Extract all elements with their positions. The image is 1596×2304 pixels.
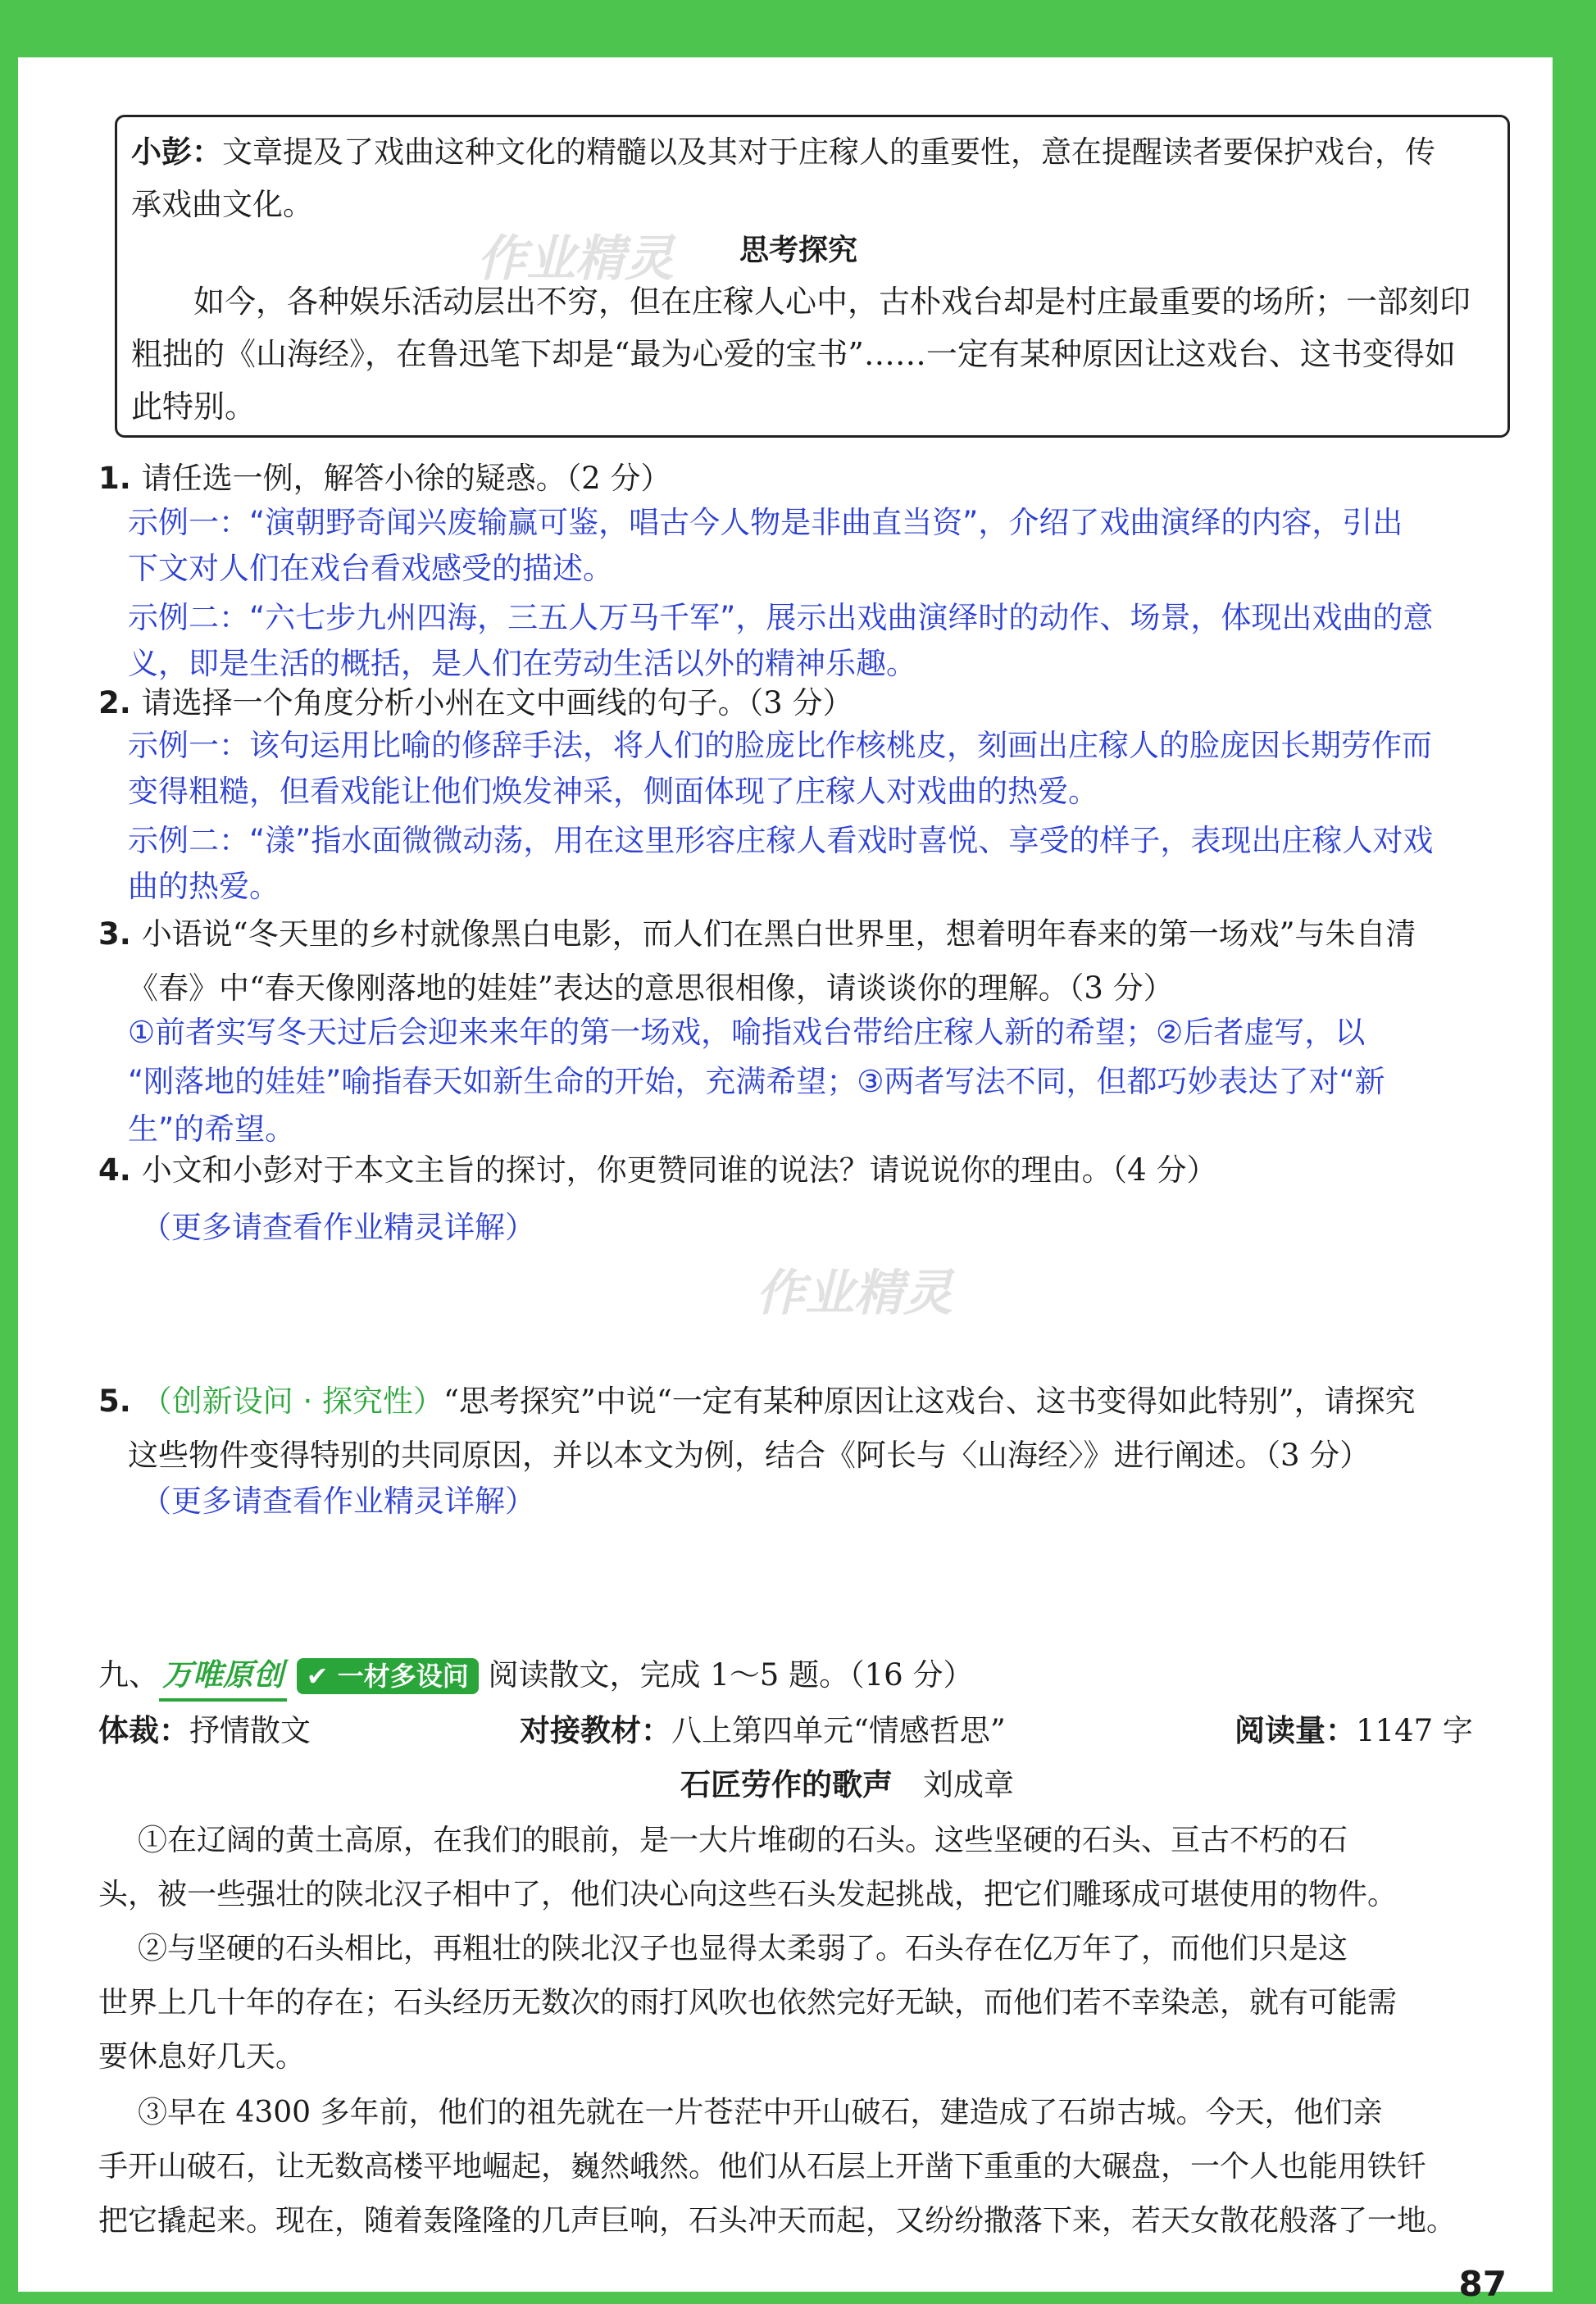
page-number: 87 <box>1458 2264 1507 2304</box>
answer-1-line-1: 示例一：“演朝野奇闻兴废输赢可鉴，唱古今人物是非曲直当资”，介绍了戏曲演绎的内容，引出 <box>128 505 1403 540</box>
box-heading: 思考探究 <box>739 234 858 267</box>
answer-2-line-2: 变得粗糙，但看戏能让他们焕发神采，侧面体现了庄稼人对戏曲的热爱。 <box>128 774 1098 809</box>
question-1: 1. 请任选一例，解答小徐的疑惑。（2 分） <box>98 461 671 496</box>
genre-info: 体裁：抒情散文 <box>98 1713 311 1748</box>
answer-3-line-2: “刚落地的娃娃”喻指春天如新生命的开始，充满希望；③两者写法不同，但都巧妙表达了对“新 <box>128 1064 1385 1099</box>
box-line-3: 如今，各种娱乐活动层出不穷，但在庄稼人心中，古朴戏台却是村庄最重要的场所；一部刻印 <box>131 284 1471 320</box>
article-title: 石匠劳作的歌声 刘成章 <box>680 1767 1014 1802</box>
para1-line2: 头，被一些强壮的陕北汉子相中了，他们决心向这些石头发起挑战，把它们雕琢成可堪使用的物件。 <box>98 1878 1398 1911</box>
para1-line1: ①在辽阔的黄土高原，在我们的眼前，是一大片堆砌的石头。这些坚硬的石头、亘古不朽的石 <box>138 1824 1348 1857</box>
box-line-5: 此特别。 <box>131 389 257 425</box>
wanwei-original-tag: 万唯原创 <box>159 1652 287 1702</box>
answer-3-line-1: ①前者实写冬天过后会迎来来年的第一场戏，喻指戏台带给庄稼人新的希望；②后者虚写，以 <box>128 1015 1366 1050</box>
word-count: 阅读量：1147 字 <box>1235 1713 1473 1748</box>
watermark: 作业精灵 <box>477 230 674 288</box>
watermark-2: 作业精灵 <box>756 1265 953 1322</box>
para2-line1: ②与坚硬的石头相比，再粗壮的陕北汉子也显得太柔弱了。石头存在亿万年了，而他们只是这 <box>138 1932 1348 1965</box>
para3-line3: 把它撬起来。现在，随着轰隆隆的几声巨响，石头冲天而起，又纷纷撒落下来，若天女散花般落了一地。 <box>98 2204 1457 2238</box>
answer-2-line-3: 示例二：“漾”指水面微微动荡，用在这里形容庄稼人看戏时喜悦、享受的样子，表现出庄稼人对戏 <box>128 823 1434 858</box>
answer-5-more[interactable]: （更多请查看作业精灵详解） <box>141 1484 535 1519</box>
question-5-line-2: 这些物件变得特别的共同原因，并以本文为例，结合《阿长与〈山海经〉》进行阐述。（3 分） <box>128 1438 1371 1473</box>
para2-line2: 世界上几十年的存在；石头经历无数次的雨打风吹也依然完好无缺，而他们若不幸染恙，就有可能需 <box>98 1986 1398 2020</box>
answer-3-line-3: 生”的希望。 <box>128 1111 296 1147</box>
answer-2-line-4: 曲的热爱。 <box>128 869 280 904</box>
answer-2-line-1: 示例一：该句运用比喻的修辞手法，将人们的脸庞比作核桃皮，刻画出庄稼人的脸庞因长期劳作而 <box>128 728 1432 763</box>
question-3-line-1: 3. 小语说“冬天里的乡村就像黑白电影，而人们在黑白世界里，想着明年春来的第一场戏”与朱自清 <box>98 916 1416 952</box>
page <box>18 57 1553 2304</box>
answer-1-line-2: 下文对人们在戏台看戏感受的描述。 <box>128 551 613 586</box>
answer-4-more[interactable]: （更多请查看作业精灵详解） <box>141 1210 535 1245</box>
question-3-line-2: 《春》中“春天像刚落地的娃娃”表达的意思很相像，请谈谈你的理解。（3 分） <box>128 970 1174 1006</box>
box-line-4: 粗拙的《山海经》，在鲁迅笔下却是“最为心爱的宝书”……一定有某种原因让这戏台、这书变得如 <box>131 336 1456 372</box>
question-2: 2. 请选择一个角度分析小州在文中画线的句子。（3 分） <box>98 685 853 720</box>
answer-1-line-3: 示例二：“六七步九州四海，三五人万马千军”，展示出戏曲演绎时的动作、场景，体现出戏曲的意 <box>128 600 1434 635</box>
para3-line2: 手开山破石，让无数高楼平地崛起，巍然峨然。他们从石层上开凿下重重的大碾盘，一个人也能用铁钎 <box>98 2150 1427 2184</box>
multi-question-tag: ✔ 一材多设问 <box>297 1658 479 1694</box>
question-4: 4. 小文和小彭对于本文主旨的探讨，你更赞同谁的说法？请说说你的理由。（4 分） <box>98 1152 1217 1188</box>
para2-line3: 要休息好几天。 <box>98 2040 306 2074</box>
question-5-line-1: 5. （创新设问 · 探究性）“思考探究”中说“一定有某种原因让这戏台、这书变得如此特别”，请探究 <box>98 1384 1416 1419</box>
box-line-2: 承戏曲文化。 <box>131 187 313 222</box>
section-9-heading: 九、 万唯原创 ✔ 一材多设问 阅读散文，完成 1～5 题。（16 分） <box>98 1652 973 1702</box>
para3-line1: ③早在 4300 多年前，他们的祖先就在一片苍茫中开山破石，建造成了石峁古城。今天，他们亲 <box>138 2096 1383 2129</box>
answer-1-line-4: 义，即是生活的概括，是人们在劳动生活以外的精神乐趣。 <box>128 646 916 681</box>
box-line-1: 小彭：文章提及了戏曲这种文化的精髓以及其对于庄稼人的重要性，意在提醒读者要保护戏台，传 <box>131 134 1435 170</box>
textbook-info: 对接教材：八上第四单元“情感哲思” <box>520 1713 1006 1748</box>
